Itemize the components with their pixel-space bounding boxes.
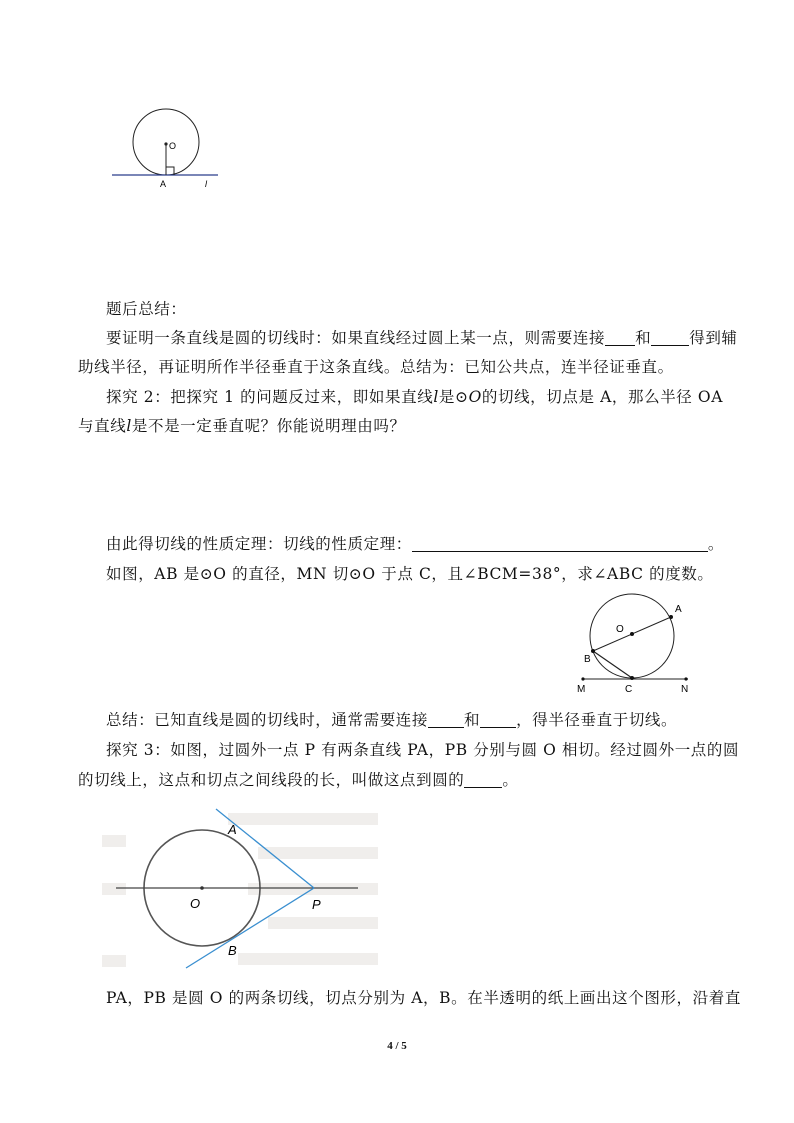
summary-line-1: 要证明一条直线是圆的切线时：如果直线经过圆上某一点，则需要连接 和 得到辅: [106, 329, 738, 347]
explore2-line-1: 探究 2：把探究 1 的问题反过来，即如果直线l是⊙O的切线，切点是 A，那么半径 OA: [106, 388, 724, 406]
label-a: A: [228, 822, 237, 837]
point-m: [581, 677, 584, 680]
blank-2[interactable]: [651, 327, 689, 346]
blank-theorem[interactable]: [412, 533, 708, 552]
explore2-line-2: 与直线l是不是一定垂直呢？你能说明理由吗？: [78, 417, 406, 435]
point-n: [684, 677, 687, 680]
label-b: B: [228, 943, 237, 958]
figure-tangent-circle: [108, 104, 228, 194]
example-line: 如图，AB 是⊙O 的直径，MN 切⊙O 于点 C，且∠BCM=38°，求∠ABC 的度数。: [106, 565, 714, 583]
label-p: P: [312, 897, 321, 912]
point-o: [200, 886, 204, 890]
label-o: O: [616, 624, 624, 635]
label-a: A: [160, 179, 167, 189]
label-m: M: [577, 684, 586, 695]
blank-1[interactable]: [605, 327, 635, 346]
point-o: [630, 632, 634, 636]
label-o: O: [169, 141, 177, 151]
summary-line-2: 助线半径，再证明所作半径垂直于这条直线。总结为：已知公共点，连半径证垂直。: [78, 358, 674, 376]
figure-two-tangents: [98, 805, 388, 980]
blank-4[interactable]: [480, 709, 516, 728]
label-b: B: [584, 654, 591, 665]
theorem-line: 由此得切线的性质定理：切线的性质定理： 。: [106, 535, 725, 553]
point-c: [630, 676, 634, 680]
point-b: [591, 649, 595, 653]
blank-3[interactable]: [428, 709, 464, 728]
label-a: A: [675, 604, 682, 615]
last-line: PA，PB 是圆 O 的两条切线，切点分别为 A，B。在半透明的纸上画出这个图形，沿着直: [106, 989, 741, 1007]
explore3-line-2: 的切线上，这点和切点之间线段的长，叫做这点到圆的 。: [78, 771, 519, 789]
explore3-line-1: 探究 3：如图，过圆外一点 P 有两条直线 PA，PB 分别与圆 O 相切。经过圆外一点的圆: [106, 741, 740, 759]
label-o: O: [190, 896, 201, 911]
summary2-line: 总结：已知直线是圆的切线时，通常需要连接 和 ，得半径垂直于切线。: [106, 711, 678, 729]
point-a: [669, 615, 673, 619]
center-point: [164, 142, 167, 145]
page-number: 4 / 5: [387, 1040, 407, 1052]
label-n: N: [681, 684, 689, 695]
chord-bc: [593, 651, 632, 678]
label-c: C: [625, 684, 633, 695]
label-l: l: [205, 179, 207, 189]
blank-5[interactable]: [464, 769, 502, 788]
figure-diameter-tangent: [568, 592, 708, 700]
summary-heading: 题后总结：: [106, 300, 187, 318]
